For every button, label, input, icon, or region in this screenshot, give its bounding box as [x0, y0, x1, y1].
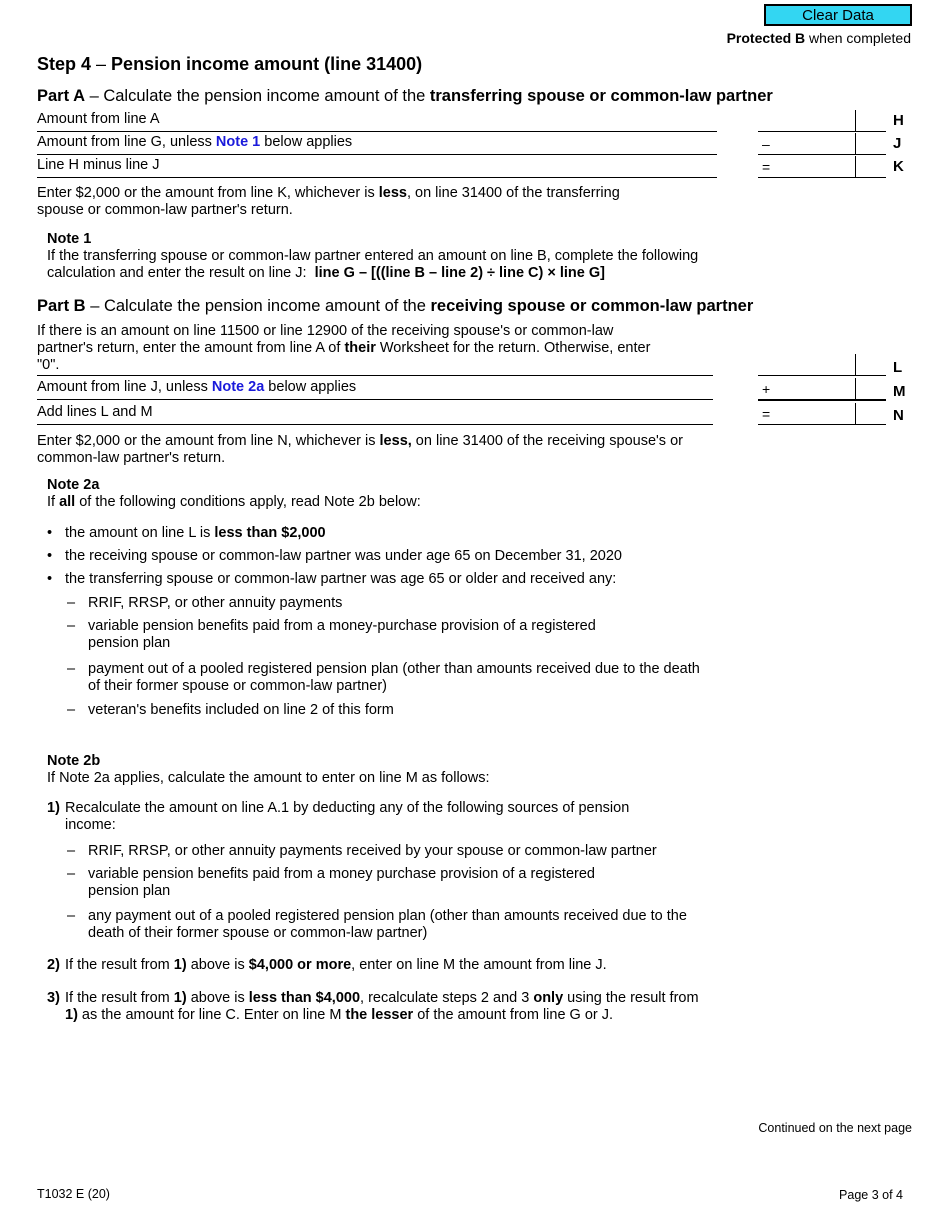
part-b-enter-post: on line 31400 of the receiving spouse's or common-law partner's return.: [37, 433, 683, 466]
step-3-f: only: [533, 990, 564, 1006]
line-m-input[interactable]: +: [758, 378, 856, 399]
sub-1-symbol: –: [67, 595, 76, 611]
line-h-letter: H: [893, 112, 904, 129]
bullet-1-text: [65, 525, 705, 542]
part-b-enter-pre: Enter $2,000 or the amount from line N, whichever is: [37, 433, 380, 449]
step-3-e: , recalculate steps 2 and 3: [360, 990, 534, 1006]
step-3-d: less than $4,000: [248, 990, 361, 1006]
line-m-post: below applies: [264, 379, 357, 395]
part-b-enter-bold: less,: [379, 433, 412, 449]
part-b-heading: [37, 297, 753, 316]
form-id: T1032 E (20): [37, 1187, 110, 1201]
note-2a-intro-bold: all: [59, 494, 76, 510]
part-b-intro-pre: If there is an amount on line 11500 or line 12900 of the receiving spouse's or common-law partner's return, enter the amount from line A of: [37, 323, 614, 356]
sub-3-text: payment out of a pooled registered pension plan (other than amounts received due to the death of their former spouse or common-law partner): [88, 661, 700, 694]
line-h-row: [37, 110, 717, 132]
2b-sub-3-text: any payment out of a pooled registered pension plan (other than amounts received due to the death of their former spouse or common-law partner): [88, 908, 687, 941]
step4-title: [37, 54, 422, 75]
sub-3-symbol: –: [67, 661, 76, 677]
bullet-2-symbol: •: [47, 548, 53, 564]
part-a-enter-pre: Enter $2,000 or the amount from line K, whichever is: [37, 185, 379, 201]
note-2b-title: Note 2b: [47, 753, 101, 769]
line-n-letter: N: [893, 407, 904, 424]
protected-b-bold: Protected B: [726, 30, 806, 46]
note-1-formula: line G – [((line B – line 2) ÷ line C) × line G]: [314, 265, 605, 281]
continued-note: Continued on the next page: [758, 1121, 912, 1135]
line-j-pre: Amount from line G, unless: [37, 134, 216, 150]
note-1-title: Note 1: [47, 231, 92, 247]
bullet-1-symbol: •: [47, 525, 53, 541]
step-2-e: , enter on line M the amount from line J.: [351, 957, 607, 973]
bullet-1-bold: less than $2,000: [214, 525, 326, 541]
protected-b-rest: when completed: [805, 30, 911, 46]
step-2-d: $4,000 or more: [248, 957, 352, 973]
part-b-intro-bold: their: [344, 340, 376, 356]
2b-sub-2-text: variable pension benefits paid from a money purchase provision of a registered pension plan: [88, 866, 595, 899]
part-a-label: Part A: [37, 87, 85, 105]
step-3-text: [65, 990, 710, 1024]
sub-2-text: variable pension benefits paid from a money-purchase provision of a registered pension plan: [88, 618, 596, 651]
line-j-input[interactable]: –: [758, 133, 856, 154]
step-3-a: If the result from: [65, 990, 174, 1006]
line-k-row: [37, 156, 717, 178]
line-j-letter: J: [893, 135, 902, 152]
bullet-1-pre: the amount on line L is: [65, 525, 215, 541]
step-3-i: as the amount for line C. Enter on line M: [77, 1007, 346, 1023]
part-b-dash-text: – Calculate the pension income amount of the: [85, 297, 431, 315]
line-n-input[interactable]: =: [758, 403, 856, 424]
step-1-number: 1): [47, 800, 60, 816]
part-b-bold-text: receiving spouse or common-law partner: [430, 297, 754, 315]
step4-label: Step 4: [37, 54, 92, 74]
step-2-a: If the result from: [65, 957, 174, 973]
line-m-pre: Amount from line J, unless: [37, 379, 212, 395]
line-n-text: Add lines L and M: [37, 404, 153, 420]
clear-data-button[interactable]: Clear Data: [764, 4, 912, 26]
note-2a-title: Note 2a: [47, 477, 100, 493]
note-1-text: [47, 248, 717, 282]
step-2-text: [65, 957, 715, 974]
sub-2-symbol: –: [67, 618, 76, 634]
bullet-2-text: the receiving spouse or common-law partner was under age 65 on December 31, 2020: [65, 548, 622, 564]
part-a-enter-instruction: [37, 185, 667, 219]
protected-b-label: [727, 30, 911, 46]
line-k-text: Line H minus line J: [37, 157, 160, 173]
line-n-field[interactable]: [758, 403, 886, 425]
note-1-link[interactable]: Note 1: [215, 134, 261, 150]
2b-sub-2-symbol: –: [67, 866, 76, 882]
step-3-b: 1): [173, 990, 187, 1006]
part-a-enter-bold: less: [378, 185, 407, 201]
line-n-row: [37, 403, 713, 425]
part-a-heading: [37, 87, 773, 106]
part-a-enter-post: , on line 31400 of the transferring spouse or common-law partner's return.: [37, 185, 620, 218]
part-b-intro: [37, 323, 667, 374]
line-l-letter: L: [893, 359, 903, 376]
note-2a-intro-post: of the following conditions apply, read Note 2b below:: [75, 494, 421, 510]
line-k-letter: K: [893, 158, 904, 175]
line-m-row: [37, 378, 713, 400]
page-number: Page 3 of 4: [839, 1188, 903, 1202]
line-l-field[interactable]: [758, 354, 886, 376]
line-j-post: below applies: [260, 134, 353, 150]
line-k-input[interactable]: =: [758, 156, 856, 177]
line-h-field[interactable]: [758, 110, 886, 132]
step-3-c: above is: [186, 990, 249, 1006]
note-2a-intro-pre: If: [47, 494, 60, 510]
note-2a-intro: [47, 494, 727, 511]
line-k-field[interactable]: [758, 156, 886, 178]
sub-4-text: veteran's benefits included on line 2 of this form: [88, 702, 394, 718]
step-3-k: of the amount from line G or J.: [413, 1007, 614, 1023]
line-m-letter: M: [893, 383, 906, 400]
line-h-text: Amount from line A: [37, 111, 160, 127]
sub-4-symbol: –: [67, 702, 76, 718]
part-a-dash-text: – Calculate the pension income amount of the: [85, 87, 430, 105]
part-a-bold-text: transferring spouse or common-law partner: [429, 87, 773, 105]
step-3-h: 1): [65, 1007, 78, 1023]
2b-sub-1-symbol: –: [67, 843, 76, 859]
step-3-g: using the result from: [563, 990, 699, 1006]
step4-dash: –: [91, 54, 112, 74]
step-3-number: 3): [47, 990, 60, 1006]
line-j-field[interactable]: [758, 133, 886, 155]
line-l-underline: [37, 375, 713, 376]
step-2-c: above is: [186, 957, 249, 973]
step-1-text: Recalculate the amount on line A.1 by deducting any of the following sources of pension income:: [65, 800, 630, 833]
note-2a-link[interactable]: Note 2a: [211, 379, 265, 395]
part-b-intro-post: Worksheet for the return. Otherwise, enter "0".: [37, 340, 651, 373]
step-2-b: 1): [173, 957, 187, 973]
note-1-body: If the transferring spouse or common-law partner entered an amount on line B, complete the following calculation and enter the result on line J:: [47, 248, 699, 281]
2b-sub-3-symbol: –: [67, 908, 76, 924]
step4-title-main: Pension income amount (line 31400): [111, 54, 423, 74]
part-b-enter-instruction: [37, 433, 717, 467]
bullet-3-symbol: •: [47, 571, 53, 587]
2b-sub-1-text: RRIF, RRSP, or other annuity payments received by your spouse or common-law partner: [88, 843, 657, 859]
line-h-input[interactable]: [758, 110, 856, 131]
part-b-label: Part B: [37, 297, 86, 315]
line-j-row: [37, 133, 717, 155]
note-2b-intro: If Note 2a applies, calculate the amount to enter on line M as follows:: [47, 770, 490, 786]
bullet-3-text: the transferring spouse or common-law partner was age 65 or older and received any:: [65, 571, 617, 587]
line-m-field[interactable]: [758, 378, 886, 401]
line-l-input[interactable]: [758, 354, 856, 375]
step-3-j: the lesser: [345, 1007, 414, 1023]
sub-1-text: RRIF, RRSP, or other annuity payments: [88, 595, 343, 611]
step-2-number: 2): [47, 957, 60, 973]
